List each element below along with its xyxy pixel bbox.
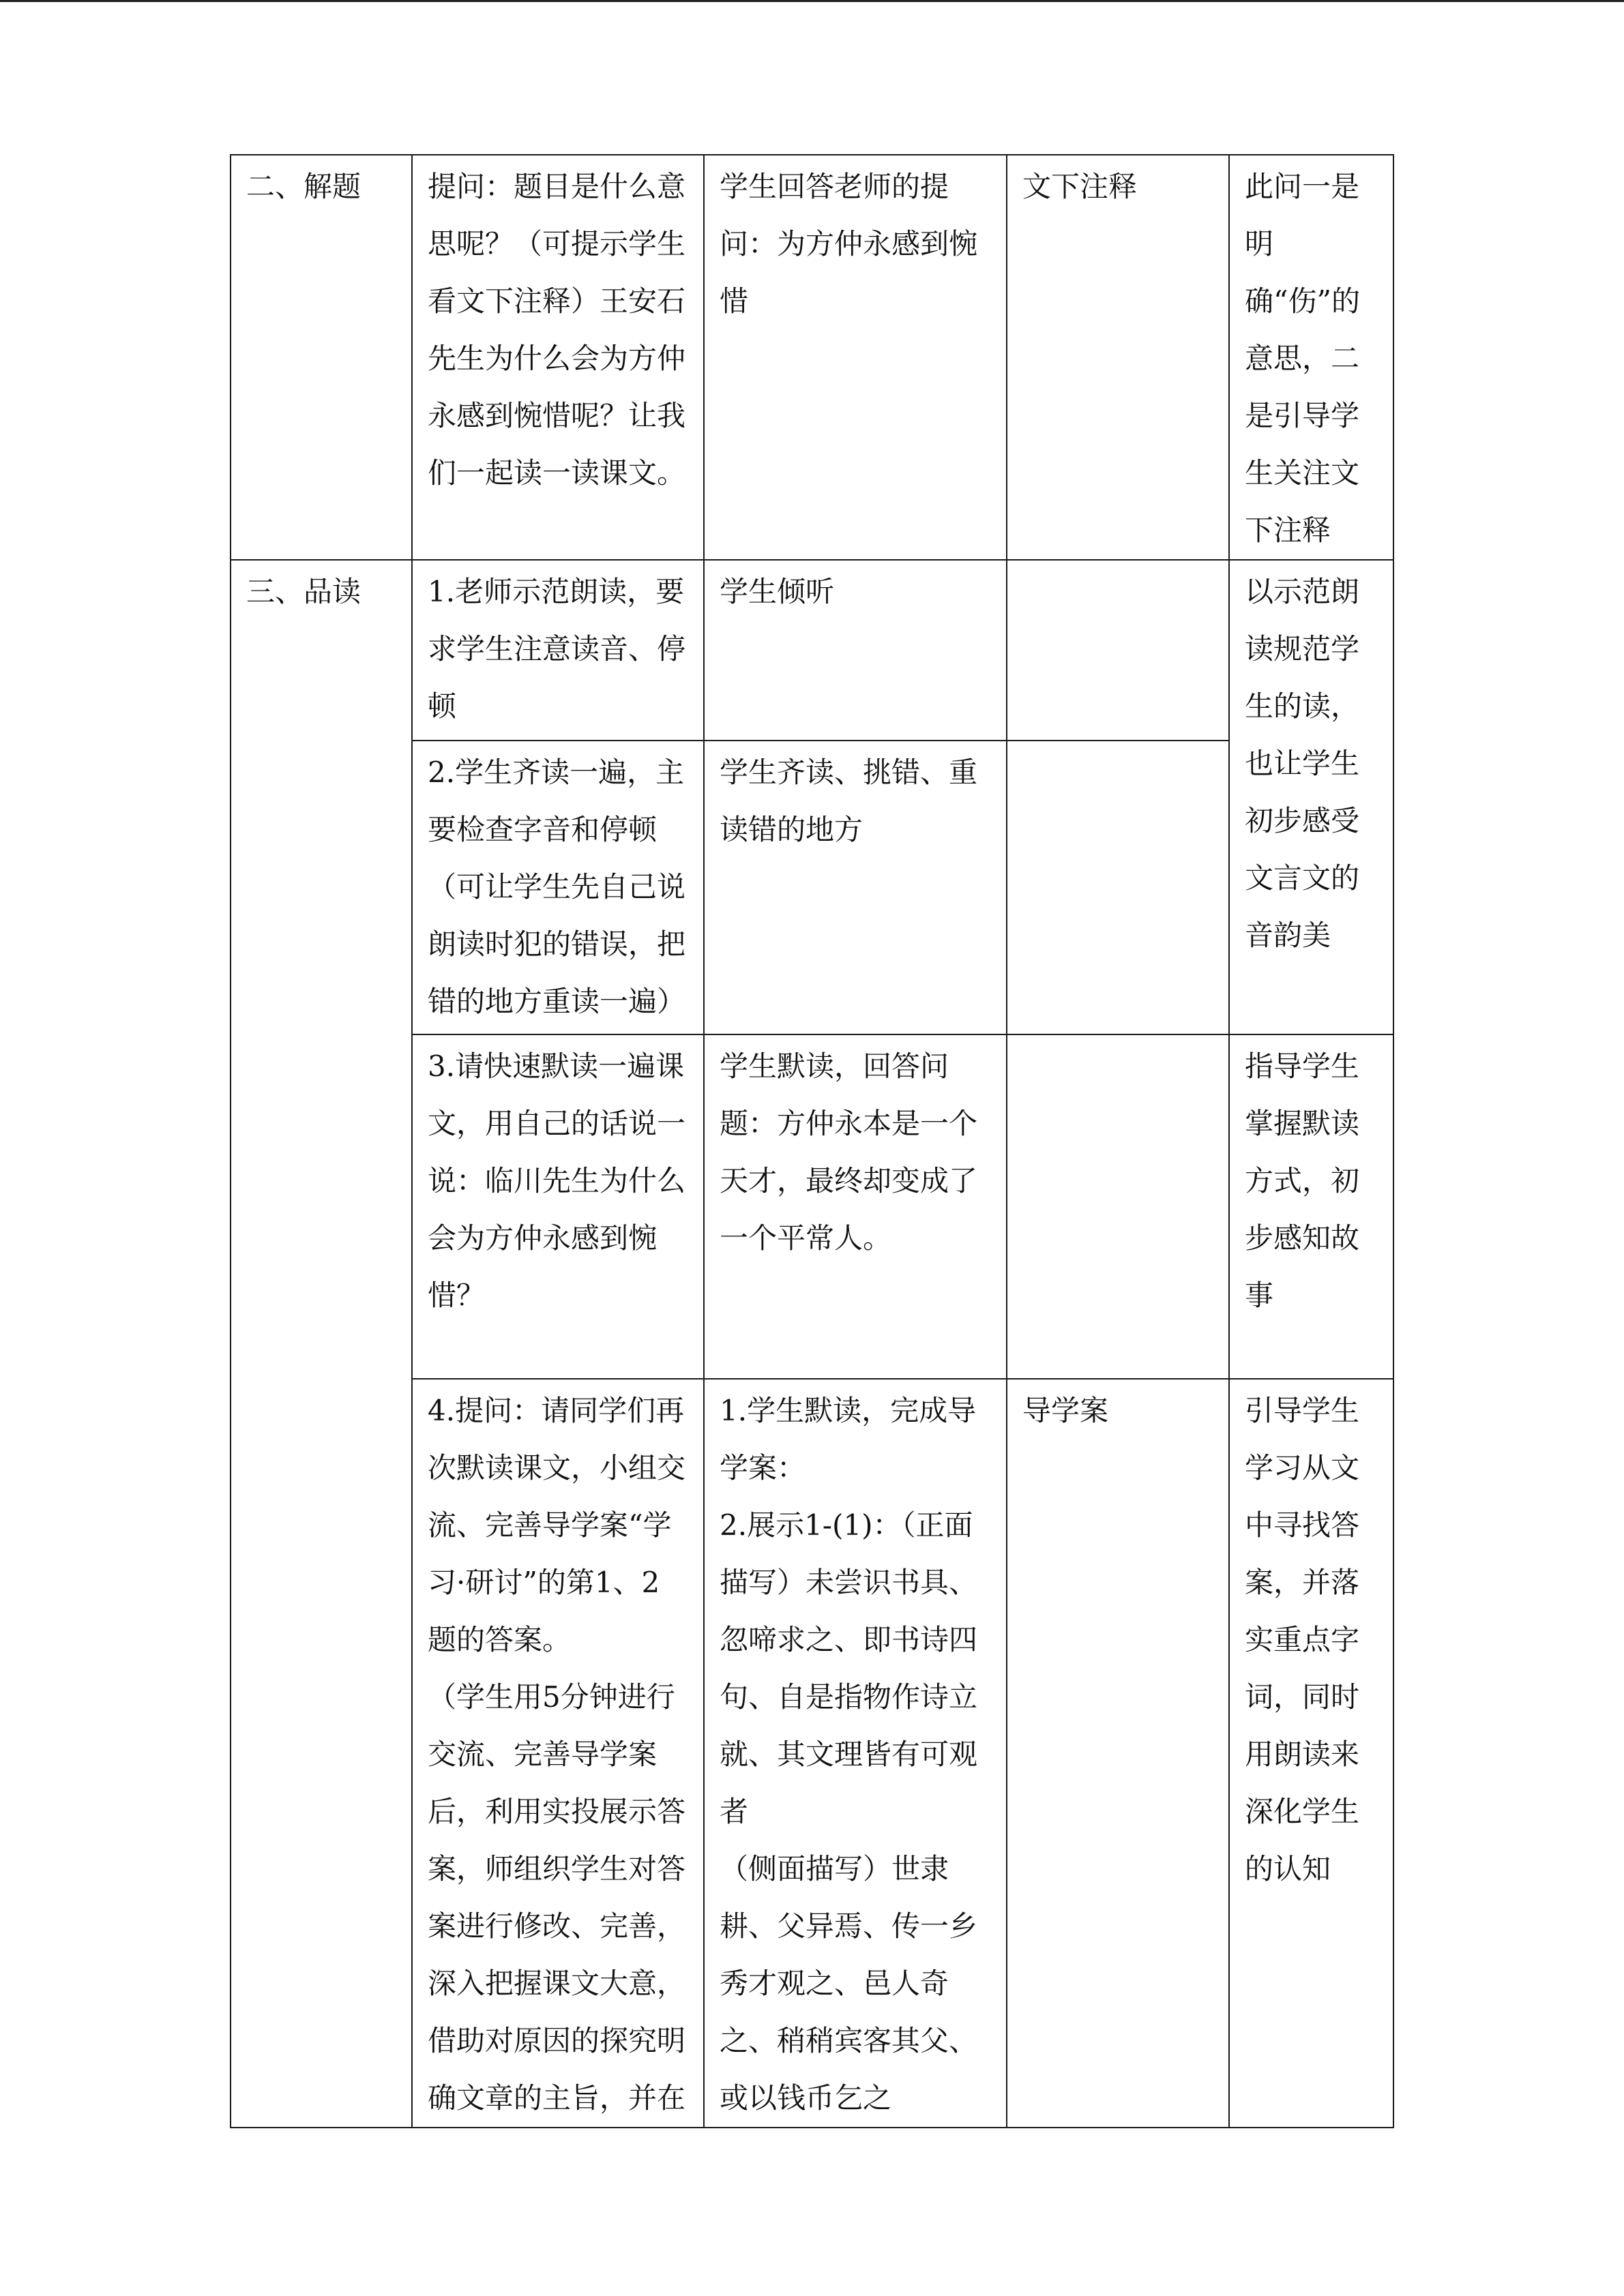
student-activity-text: 学生回答老师的提问：为方仲永感到惋惜 xyxy=(720,170,978,318)
media-cell xyxy=(1007,1379,1229,2128)
media-cell xyxy=(1007,1034,1229,1379)
student-activity-cell xyxy=(704,1034,1007,1379)
media-cell xyxy=(1007,155,1229,560)
teacher-activity-cell xyxy=(412,1034,704,1379)
teacher-activity-cell xyxy=(412,560,704,741)
teacher-activity-text: 3.请快速默读一遍课文，用自己的话说一说：临川先生为什么会为方仲永感到惋惜？ xyxy=(428,1049,686,1312)
design-intent-text: 以示范朗读规范学生的读，也让学生初步感受文言文的音韵美 xyxy=(1245,575,1360,952)
student-activity-cell xyxy=(704,560,1007,741)
teacher-activity-text: 4.提问：请同学们再次默读课文，小组交流、完善导学案“学习·研讨”的第1、2题的答案。 （学生用5分钟进行交流、完善导学案后，利用实投展示答案，师组织学生对答案进行修改、完善，深入把握课文大意，借助对原因的探究明确文章的主旨，并在 xyxy=(428,1394,686,2115)
media-cell xyxy=(1007,560,1229,741)
teacher-activity-text: 1.老师示范朗读，要求学生注意读音、停顿 xyxy=(428,575,686,723)
teacher-activity-cell xyxy=(412,741,704,1034)
teacher-activity-cell xyxy=(412,155,704,560)
student-activity-text: 学生默读，回答问题：方仲永本是一个天才，最终却变成了一个平常人。 xyxy=(720,1049,978,1255)
design-intent-text: 引导学生学习从文中寻找答案，并落实重点字词，同时用朗读来深化学生的认知 xyxy=(1245,1394,1360,1885)
design-intent-text: 此问一是明确“伤”的意思，二是引导学生关注文下注释 xyxy=(1245,170,1360,547)
lesson-plan-table xyxy=(230,154,1394,2128)
design-intent-cell xyxy=(1229,155,1393,560)
student-activity-text: 1.学生默读，完成导学案： 2.展示1-(1)：（正面描写）未尝识书具、忽啼求之、即书诗四句、自是指物作诗立就、其文理皆有可观者 （侧面描写）世隶耕、父异焉、传一乡秀才观之、邑人奇之、稍稍宾客其父、或以钱币乞之 xyxy=(720,1394,978,2115)
student-activity-cell xyxy=(704,155,1007,560)
top-border-line xyxy=(0,0,1624,2)
design-intent-text: 指导学生掌握默读方式，初步感知故事 xyxy=(1245,1049,1360,1312)
teacher-activity-text: 2.学生齐读一遍，主要检查字音和停顿（可让学生先自己说朗读时犯的错误，把错的地方重读一遍） xyxy=(428,756,686,1018)
design-intent-cell xyxy=(1229,1034,1393,1379)
student-activity-text: 学生倾听 xyxy=(720,575,835,608)
student-activity-cell xyxy=(704,741,1007,1034)
media-text: 导学案 xyxy=(1022,1394,1109,1427)
design-intent-cell xyxy=(1229,560,1393,1034)
media-cell xyxy=(1007,741,1229,1034)
table-row xyxy=(231,560,1393,741)
stage-label: 三、品读 xyxy=(246,575,361,608)
stage-cell xyxy=(231,560,412,2128)
design-intent-cell xyxy=(1229,1379,1393,2128)
student-activity-text: 学生齐读、挑错、重读错的地方 xyxy=(720,756,978,846)
teacher-activity-cell xyxy=(412,1379,704,2128)
stage-label: 二、解题 xyxy=(246,170,361,203)
media-text: 文下注释 xyxy=(1022,170,1138,203)
table-row xyxy=(231,155,1393,560)
stage-cell xyxy=(231,155,412,560)
teacher-activity-text: 提问：题目是什么意思呢？（可提示学生看文下注释）王安石先生为什么会为方仲永感到惋惜呢？让我们一起读一读课文。 xyxy=(428,170,686,490)
student-activity-cell xyxy=(704,1379,1007,2128)
